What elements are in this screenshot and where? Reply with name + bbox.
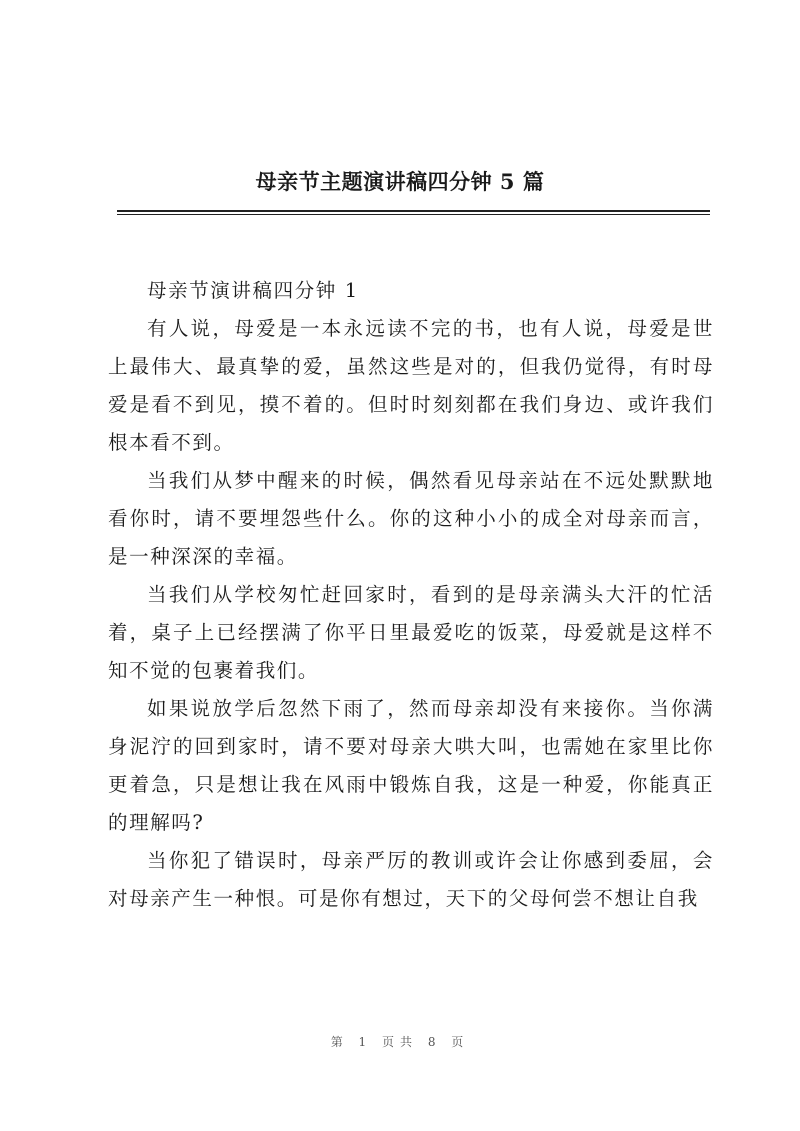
document-title: 母亲节主题演讲稿四分钟 5 篇 [255,169,545,194]
paragraph: 当我们从梦中醒来的时候，偶然看见母亲站在不远处默默地看你时，请不要埋怨些什么。你的这种小小的成全对母亲而言，是一种深深的幸福。 [108,469,714,568]
paragraph: 当你犯了错误时，母亲严厉的教训或许会让你感到委屈，会对母亲产生一种恨。可是你有想过，天下的父母何尝不想让自我 [108,849,714,910]
document-body [108,272,714,918]
title-divider [117,210,710,215]
paragraph: 如果说放学后忽然下雨了，然而母亲却没有来接你。当你满身泥泞的回到家时，请不要对母亲大哄大叫，也需她在家里比你更着急，只是想让我在风雨中锻炼自我，这是一种爱，你能真正的理解吗? [108,697,714,834]
page-footer: 第 1 页共 8 页 [330,1035,470,1049]
section-heading: 母亲节演讲稿四分钟 1 [147,279,359,302]
paragraph: 当我们从学校匆忙赶回家时，看到的是母亲满头大汗的忙活着，桌子上已经摆满了你平日里最爱吃的饭菜，母爱就是这样不知不觉的包裹着我们。 [108,583,714,682]
paragraph: 有人说，母爱是一本永远读不完的书，也有人说，母爱是世上最伟大、最真挚的爱，虽然这些是对的，但我仍觉得，有时母爱是看不到见，摸不着的。但时时刻刻都在我们身边、或许我们根本看不到。 [108,317,714,454]
